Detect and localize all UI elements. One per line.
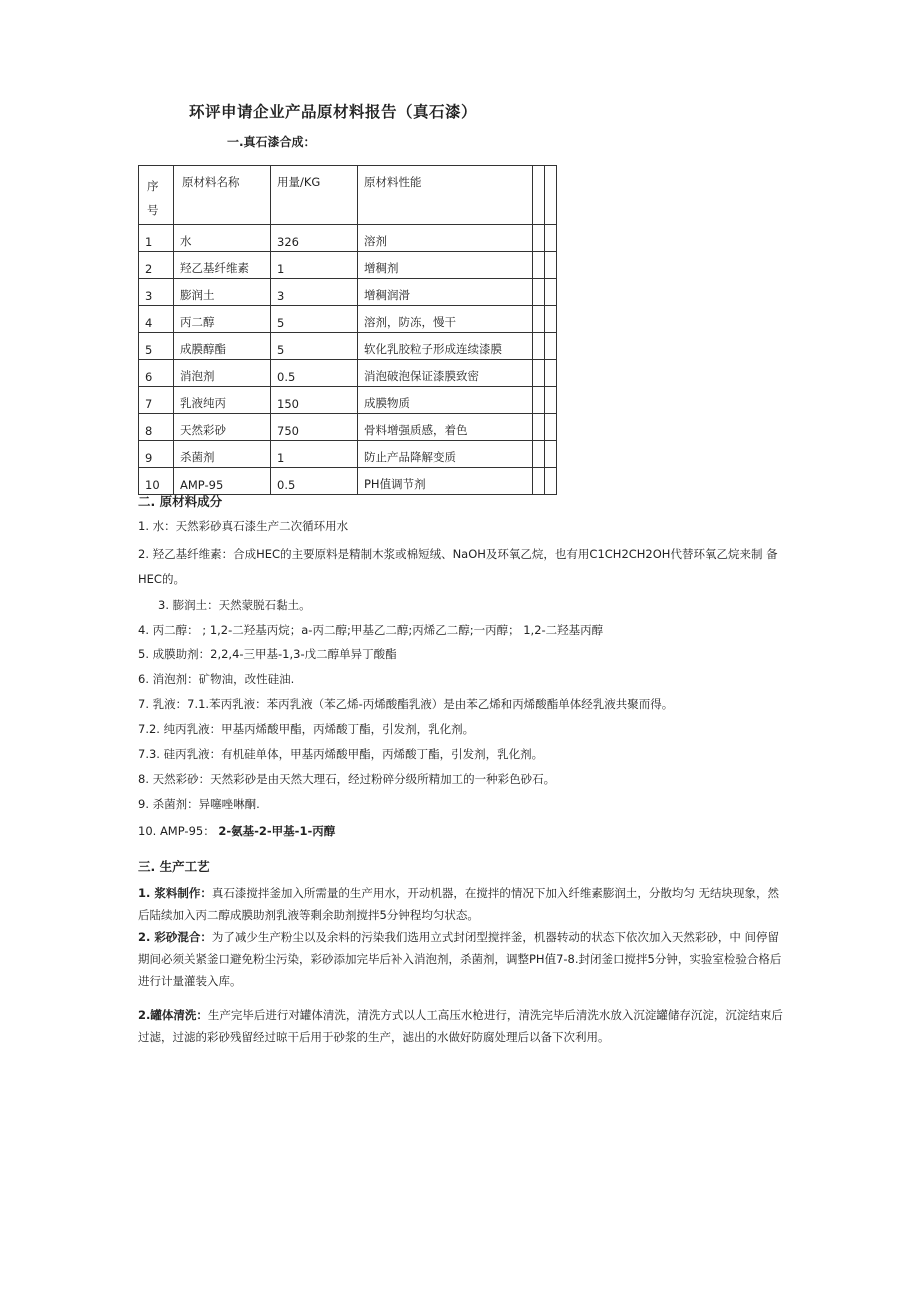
cell-prop: 成膜物质 [358, 387, 533, 414]
composition-item: 9. 杀菌剂：异噻唑啉酮. [138, 797, 260, 811]
section-1-heading: 一.真石漆合成： [227, 135, 316, 149]
cell-empty [533, 252, 545, 279]
process-paragraph [138, 1004, 786, 1048]
cell-qty: 0.5 [271, 360, 358, 387]
cell-qty: 150 [271, 387, 358, 414]
header-no-top: 序 [147, 179, 159, 193]
composition-item: 7.2. 纯丙乳液：甲基丙烯酸甲酯，丙烯酸丁酯，引发剂，乳化剂。 [138, 722, 475, 736]
process-text: 为了减少生产粉尘以及余料的污染我们选用立式封闭型搅拌釜，机器转动的状态下依次加入天然彩砂，中 间停留期间必须关紧釜口避免粉尘污染，彩砂添加完毕后补入消泡剂，杀菌剂，调整PH值7-8.封闭釜口搅拌5分钟，实验室检验合格后进行计量灌装入库。 [138, 930, 782, 988]
cell-empty [545, 279, 557, 306]
cell-prop: 增稠剂 [358, 252, 533, 279]
composition-item: 1. 水：天然彩砂真石漆生产二次循环用水 [138, 519, 349, 533]
cell-prop: 溶剂，防冻，慢干 [358, 306, 533, 333]
cell-empty [545, 468, 557, 495]
process-text: 真石漆搅拌釜加入所需量的生产用水，开动机器，在搅拌的情况下加入纤维素膨润土，分散均匀 无结块现象，然后陆续加入丙二醇成膜助剂乳液等剩余助剂搅拌5分钟程均匀状态。 [138, 886, 780, 922]
cell-empty [545, 387, 557, 414]
header-empty-1 [533, 166, 545, 225]
cell-qty: 1 [271, 252, 358, 279]
header-no-bottom: 号 [147, 203, 159, 217]
cell-empty [533, 306, 545, 333]
cell-prop: PH值调节剂 [358, 468, 533, 495]
cell-name: 丙二醇 [174, 306, 271, 333]
section-2-heading: 二. 原材料成分 [138, 494, 223, 509]
amp-label: 10. AMP-95： [138, 824, 219, 838]
composition-item: 5. 成膜助剂：2,2,4-三甲基-1,3-戊二醇单异丁酸酯 [138, 647, 397, 661]
table-row [139, 252, 557, 279]
table-row [139, 360, 557, 387]
cell-no: 9 [139, 441, 174, 468]
cell-empty [533, 441, 545, 468]
cell-empty [545, 414, 557, 441]
amp-value: 2-氨基-2-甲基-1-丙醇 [218, 824, 336, 838]
cell-prop: 增稠润滑 [358, 279, 533, 306]
header-no [139, 166, 174, 225]
cell-prop: 防止产品降解变质 [358, 441, 533, 468]
header-qty: 用量/KG [271, 166, 358, 225]
cell-empty [533, 225, 545, 252]
cell-empty [533, 279, 545, 306]
table-row [139, 306, 557, 333]
process-label: 2.罐体清洗： [138, 1008, 208, 1022]
cell-name: 天然彩砂 [174, 414, 271, 441]
cell-no: 6 [139, 360, 174, 387]
cell-name: 消泡剂 [174, 360, 271, 387]
cell-qty: 0.5 [271, 468, 358, 495]
cell-empty [533, 468, 545, 495]
header-name: 原材料名称 [174, 166, 271, 225]
cell-no: 10 [139, 468, 174, 495]
composition-item: 3. 膨润土：天然蒙脱石黏土。 [158, 598, 311, 612]
composition-item: 2. 羟乙基纤维素：合成HEC的主要原料是精制木浆或棉短绒、NaOH及环氧乙烷，也有用C1CH2CH2OH代替环氧乙烷来制 备 [138, 547, 778, 561]
header-empty-2 [545, 166, 557, 225]
cell-qty: 5 [271, 306, 358, 333]
cell-qty: 1 [271, 441, 358, 468]
cell-empty [533, 360, 545, 387]
table-row [139, 225, 557, 252]
cell-prop: 软化乳胶粒子形成连续漆膜 [358, 333, 533, 360]
cell-name: 羟乙基纤维素 [174, 252, 271, 279]
composition-item: 4. 丙二醇： ; 1,2-二羟基丙烷；a-丙二醇;甲基乙二醇;丙烯乙二醇;一丙醇； 1,2-二羟基丙醇 [138, 623, 604, 637]
cell-name: 杀菌剂 [174, 441, 271, 468]
composition-item: 7.3. 硅丙乳液：有机硅单体，甲基丙烯酸甲酯，丙烯酸丁酯，引发剂，乳化剂。 [138, 747, 544, 761]
process-label: 2. 彩砂混合： [138, 930, 212, 944]
cell-no: 5 [139, 333, 174, 360]
cell-name: AMP-95 [174, 468, 271, 495]
cell-empty [545, 252, 557, 279]
cell-name: 水 [174, 225, 271, 252]
cell-name: 乳液纯丙 [174, 387, 271, 414]
page-title: 环评申请企业产品原材料报告（真石漆） [189, 103, 478, 121]
composition-item: 6. 消泡剂：矿物油，改性硅油. [138, 672, 295, 686]
cell-empty [533, 387, 545, 414]
table-row [139, 279, 557, 306]
cell-no: 1 [139, 225, 174, 252]
cell-no: 3 [139, 279, 174, 306]
cell-empty [533, 414, 545, 441]
table-header-row [139, 166, 557, 225]
process-text: 生产完毕后进行对罐体清洗，清洗方式以人工高压水枪进行，清洗完毕后清洗水放入沉淀罐储存沉淀，沉淀结束后过滤，过滤的彩砂残留经过晾干后用于砂浆的生产，滤出的水做好防腐处理后以备下次利用。 [138, 1008, 783, 1044]
table-row [139, 387, 557, 414]
cell-empty [545, 333, 557, 360]
cell-no: 2 [139, 252, 174, 279]
cell-no: 4 [139, 306, 174, 333]
composition-item: 7. 乳液：7.1.苯丙乳液：苯丙乳液（苯乙烯-丙烯酸酯乳液）是由苯乙烯和丙烯酸酯单体经乳液共聚而得。 [138, 697, 674, 711]
cell-no: 7 [139, 387, 174, 414]
cell-name: 成膜醇酯 [174, 333, 271, 360]
section-3-heading: 三. 生产工艺 [138, 859, 210, 874]
cell-empty [545, 360, 557, 387]
cell-qty: 326 [271, 225, 358, 252]
table-row [139, 441, 557, 468]
composition-item: HEC的。 [138, 572, 185, 586]
table-row [139, 468, 557, 495]
cell-empty [545, 306, 557, 333]
composition-item: 8. 天然彩砂：天然彩砂是由天然大理石，经过粉碎分级所精加工的一种彩色砂石。 [138, 772, 556, 786]
composition-item [138, 823, 335, 839]
cell-prop: 消泡破泡保证漆膜致密 [358, 360, 533, 387]
cell-empty [533, 333, 545, 360]
cell-no: 8 [139, 414, 174, 441]
cell-name: 膨润土 [174, 279, 271, 306]
cell-prop: 骨料增强质感，着色 [358, 414, 533, 441]
process-paragraph [138, 926, 786, 992]
cell-qty: 3 [271, 279, 358, 306]
cell-empty [545, 225, 557, 252]
process-label: 1. 浆料制作： [138, 886, 212, 900]
table-row [139, 333, 557, 360]
process-paragraph [138, 882, 786, 926]
cell-qty: 5 [271, 333, 358, 360]
cell-empty [545, 441, 557, 468]
cell-qty: 750 [271, 414, 358, 441]
materials-table [138, 165, 557, 495]
table-row [139, 414, 557, 441]
header-prop: 原材料性能 [358, 166, 533, 225]
cell-prop: 溶剂 [358, 225, 533, 252]
